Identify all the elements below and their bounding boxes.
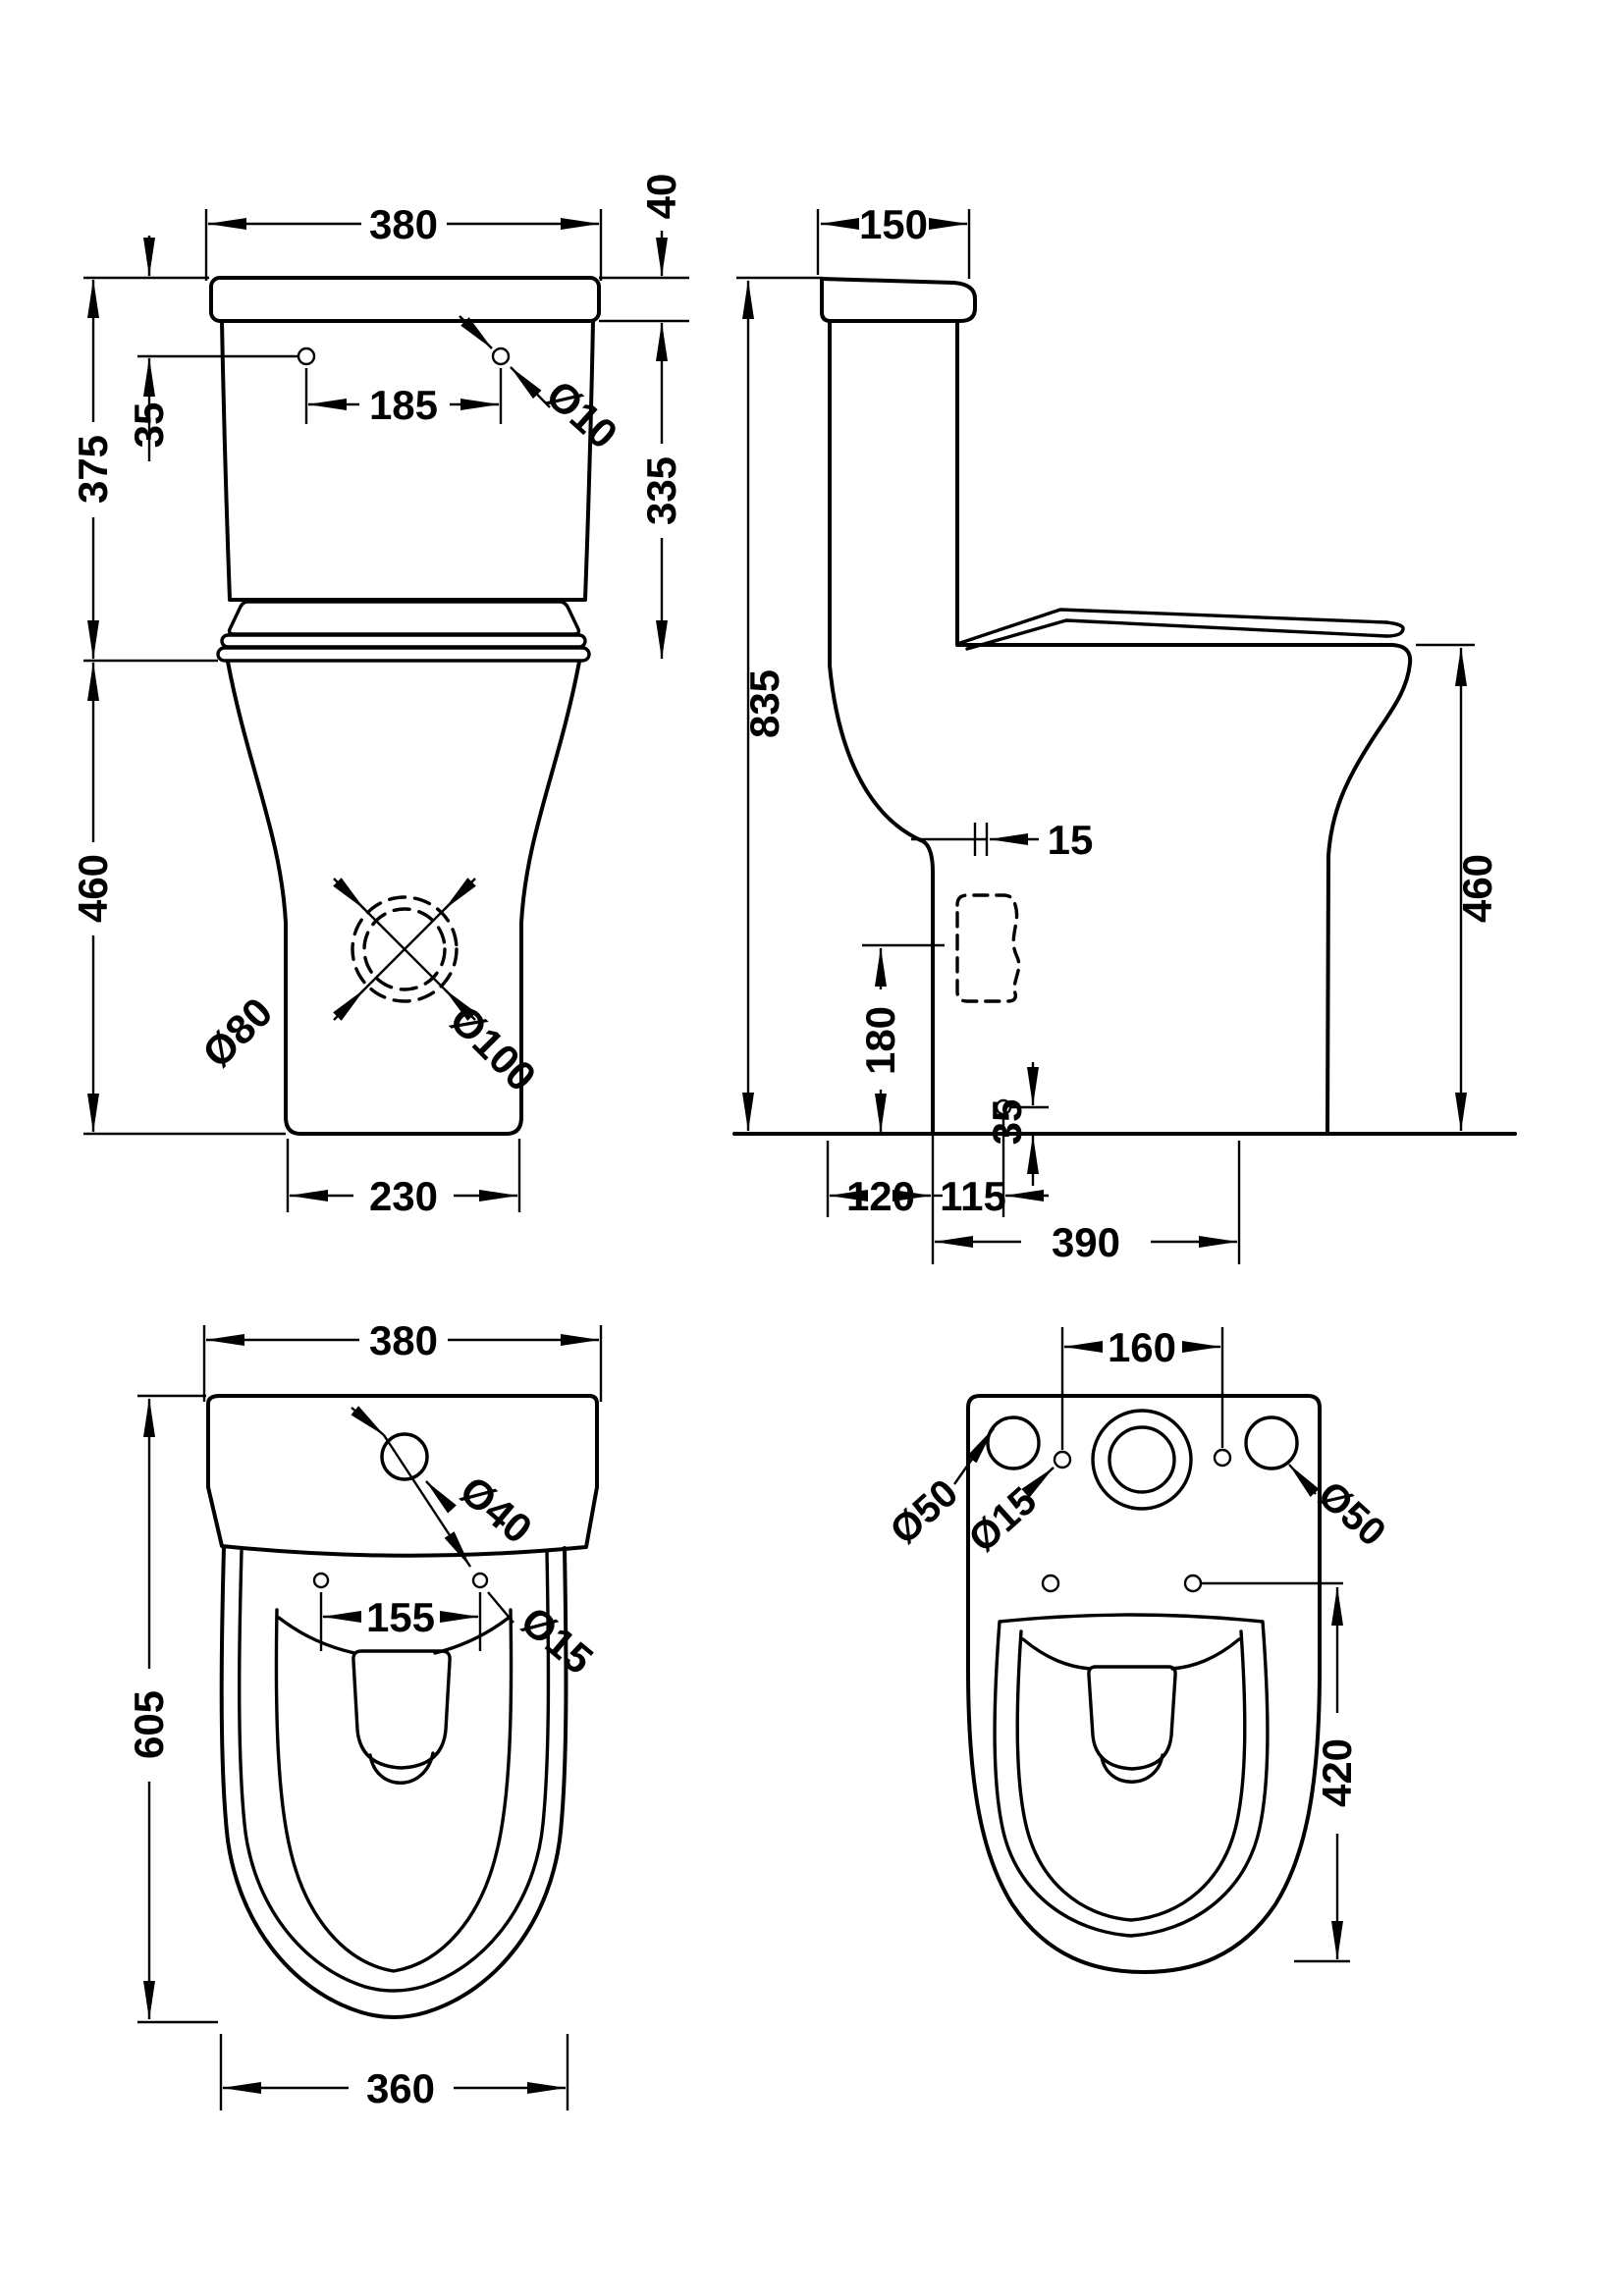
seat-lid-front (230, 602, 579, 634)
sump-plan (353, 1651, 450, 1768)
bowl-shoulder-right (435, 1618, 509, 1653)
soil-outlet-dashed-box (957, 895, 1019, 1001)
dim-front-button-hole-dia-label: Ø10 (537, 371, 626, 458)
dim-front-base-width-label: 230 (368, 1173, 439, 1219)
tank-hole-right (1215, 1450, 1230, 1466)
front-view (70, 174, 689, 1219)
seat-hole-right-fixing (1185, 1575, 1201, 1591)
dim-side-outlet-height-label: 180 (857, 1005, 903, 1076)
dim-front-hole-top-offset (126, 236, 298, 461)
dim-side-outlet-gap-label: 15 (1047, 817, 1094, 863)
dim-side-total-height (736, 278, 823, 1131)
dim-fixing-side-hole-right (1289, 1465, 1394, 1555)
bowl-rim-plan (276, 1610, 511, 1971)
dim-side-outlet-offset-label: 120 (845, 1173, 916, 1219)
bowl-shoulder-left (279, 1618, 354, 1653)
dim-front-button-holes-spacing-label: 185 (368, 382, 439, 428)
side-view (734, 201, 1515, 1265)
dim-fixing-tank-holes-spacing (1062, 1324, 1222, 1450)
bowl-shoulder-left-fixing (1023, 1639, 1090, 1669)
inlet-circle-inner (1109, 1427, 1174, 1492)
seat-ring-front (222, 635, 585, 647)
plan-view (126, 1317, 602, 2111)
dim-side-total-height-label: 835 (741, 668, 787, 739)
seat-hole-left-fixing (1043, 1575, 1058, 1591)
dim-front-bowl-height-label: 460 (70, 853, 116, 924)
dim-side-rim-height-label: 460 (1454, 853, 1500, 924)
tank-hole-left (1055, 1452, 1070, 1468)
seat-hole-right-plan (473, 1574, 487, 1587)
dim-outlet-dia-inner: Ø80 (193, 988, 282, 1077)
dim-plan-base-width (221, 2034, 568, 2111)
dim-plan-flush-button-dia (352, 1408, 602, 1682)
dim-front-tank-to-seat (638, 323, 684, 659)
dim-plan-seat-holes-spacing-label: 155 (365, 1594, 436, 1640)
dim-side-depth-to-front-label: 390 (1051, 1219, 1121, 1265)
dim-plan-base-width-label: 360 (365, 2065, 436, 2111)
dim-fixing-side-hole-left-label: Ø50 (882, 1470, 967, 1553)
seat-outline-fixing (995, 1615, 1268, 1936)
dim-plan-seat-hole-dia-label: Ø15 (512, 1597, 602, 1683)
dim-front-tank-to-seat-label: 335 (638, 455, 684, 526)
dim-front-lid-thickness (599, 174, 689, 321)
cistern-lid-front (211, 278, 599, 321)
dim-side-outlet-offset (828, 1136, 933, 1264)
pan-profile-front (957, 645, 1410, 1134)
dim-side-fixing-hole-height (984, 1062, 1033, 1186)
dim-side-fixing-hole-height-label: 35 (984, 1098, 1030, 1146)
dim-plan-total-depth-label: 605 (126, 1689, 172, 1760)
cistern-plan (208, 1396, 597, 1556)
side-hole-right (1246, 1417, 1297, 1468)
dim-front-button-hole-dia (460, 316, 626, 457)
dim-fixing-seat-holes-depth-label: 420 (1314, 1737, 1360, 1808)
dim-front-tank-height-label: 375 (70, 434, 116, 505)
seat-lid-side-cap (1386, 622, 1403, 636)
dim-fixing-tank-hole-dia (960, 1468, 1054, 1561)
dim-front-base-width (288, 1139, 519, 1219)
dim-front-button-holes-spacing (306, 368, 501, 428)
dim-front-tank-width (206, 201, 601, 281)
fixing-view (882, 1324, 1393, 1972)
dim-outlet-dia-outer: Ø100 (441, 995, 546, 1100)
dim-side-rim-height (1416, 645, 1500, 1131)
dim-plan-seat-holes-spacing (321, 1592, 480, 1651)
seat-hole-left-plan (314, 1574, 328, 1587)
dim-front-tank-height (70, 278, 218, 661)
dim-fixing-side-hole-right-label: Ø50 (1309, 1472, 1394, 1555)
pan-rim-front (218, 648, 589, 661)
button-hole-left (298, 348, 314, 364)
dim-plan-flush-button-dia-label: Ø40 (451, 1467, 541, 1553)
dim-front-lid-thickness-label: 40 (638, 173, 684, 220)
bowl-rim-fixing (1017, 1631, 1245, 1920)
dim-front-tank-width-label: 380 (368, 201, 439, 247)
side-hole-left (988, 1417, 1039, 1468)
dim-fixing-seat-holes-depth (1201, 1583, 1360, 1961)
dim-side-lid-depth (818, 201, 969, 279)
dim-plan-tank-width-label: 380 (368, 1317, 439, 1363)
inlet-circle-outer (1093, 1411, 1191, 1509)
cistern-body-front (222, 321, 593, 600)
button-hole-right (493, 348, 509, 364)
dim-plan-total-depth (126, 1396, 218, 2022)
dim-side-fixing-hole-offset-label: 115 (940, 1173, 1006, 1219)
cistern-lid-side (822, 279, 975, 321)
dim-plan-tank-width (204, 1317, 601, 1402)
dim-fixing-tank-holes-spacing-label: 160 (1107, 1324, 1177, 1370)
dim-front-bowl-height (70, 663, 286, 1134)
dim-side-lid-depth-label: 150 (858, 201, 929, 247)
dim-fixing-tank-hole-dia-label: Ø15 (960, 1478, 1046, 1561)
bowl-shoulder-right-fixing (1172, 1639, 1239, 1669)
dim-side-outlet-gap (911, 817, 1093, 863)
dim-front-hole-top-offset-label: 35 (126, 401, 172, 449)
